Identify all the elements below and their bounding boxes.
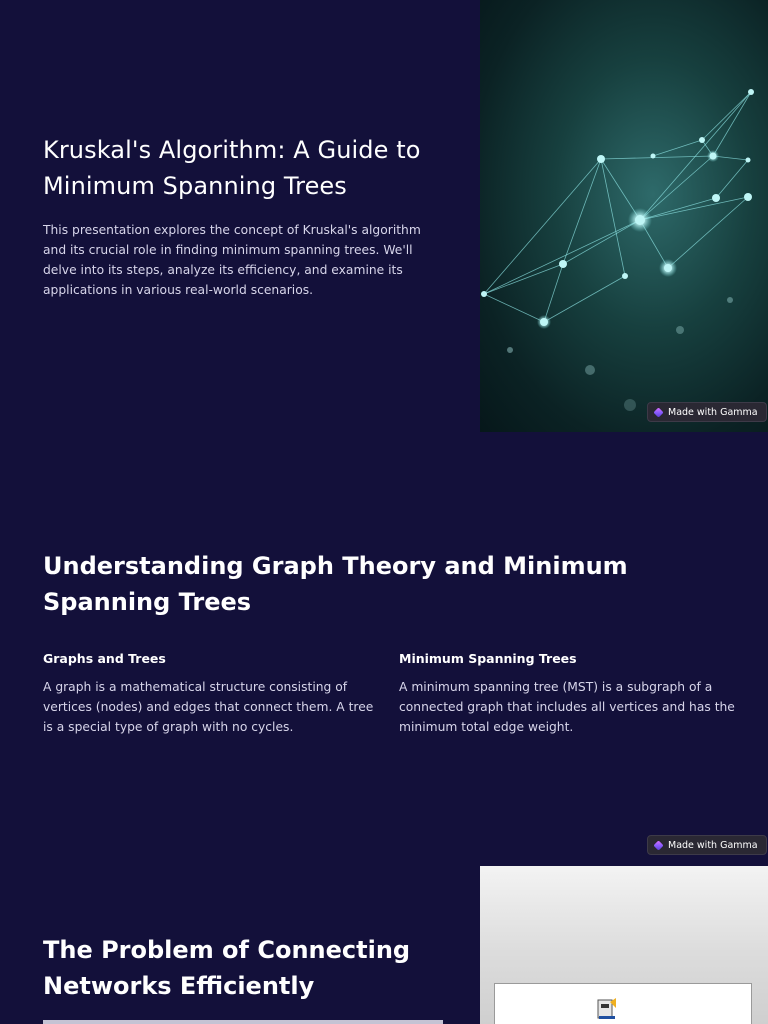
badge-label: Made with Gamma — [668, 406, 758, 418]
badge-label: Made with Gamma — [668, 839, 758, 851]
minimum-spanning-trees-heading: Minimum Spanning Trees — [399, 651, 577, 666]
photo-card — [494, 983, 752, 1024]
content-card-edge — [43, 1020, 443, 1024]
made-with-gamma-badge[interactable] — [647, 402, 767, 422]
router-device-icon — [596, 994, 618, 1020]
gamma-logo-icon — [653, 407, 663, 417]
graphs-and-trees-text: A graph is a mathematical structure consisting of vertices (nodes) and edges that connect them. A tree is a special type of graph with no cycles. — [43, 680, 374, 734]
network-graph-image — [480, 0, 768, 432]
slide-1-body: This presentation explores the concept of Kruskal's algorithm and its crucial role in finding minimum spanning trees. We'll delve into its steps, analyze its efficiency, and examine its applications in various real-world scenarios. — [43, 223, 421, 297]
slide-1-title: Kruskal's Algorithm: A Guide to Minimum Spanning Trees — [43, 136, 421, 200]
network-photo — [480, 866, 768, 1024]
graphs-and-trees-heading: Graphs and Trees — [43, 651, 166, 666]
minimum-spanning-trees-text: A minimum spanning tree (MST) is a subgraph of a connected graph that includes all vertices and has the minimum total edge weight. — [399, 680, 735, 734]
slide-3-title: The Problem of Connecting Networks Efficiently — [43, 936, 411, 1000]
made-with-gamma-badge[interactable] — [647, 835, 767, 855]
network-illustration — [480, 0, 768, 432]
slide-1 — [0, 0, 768, 432]
slide-2-title: Understanding Graph Theory and Minimum Spanning Trees — [43, 552, 628, 616]
gamma-logo-icon — [653, 840, 663, 850]
